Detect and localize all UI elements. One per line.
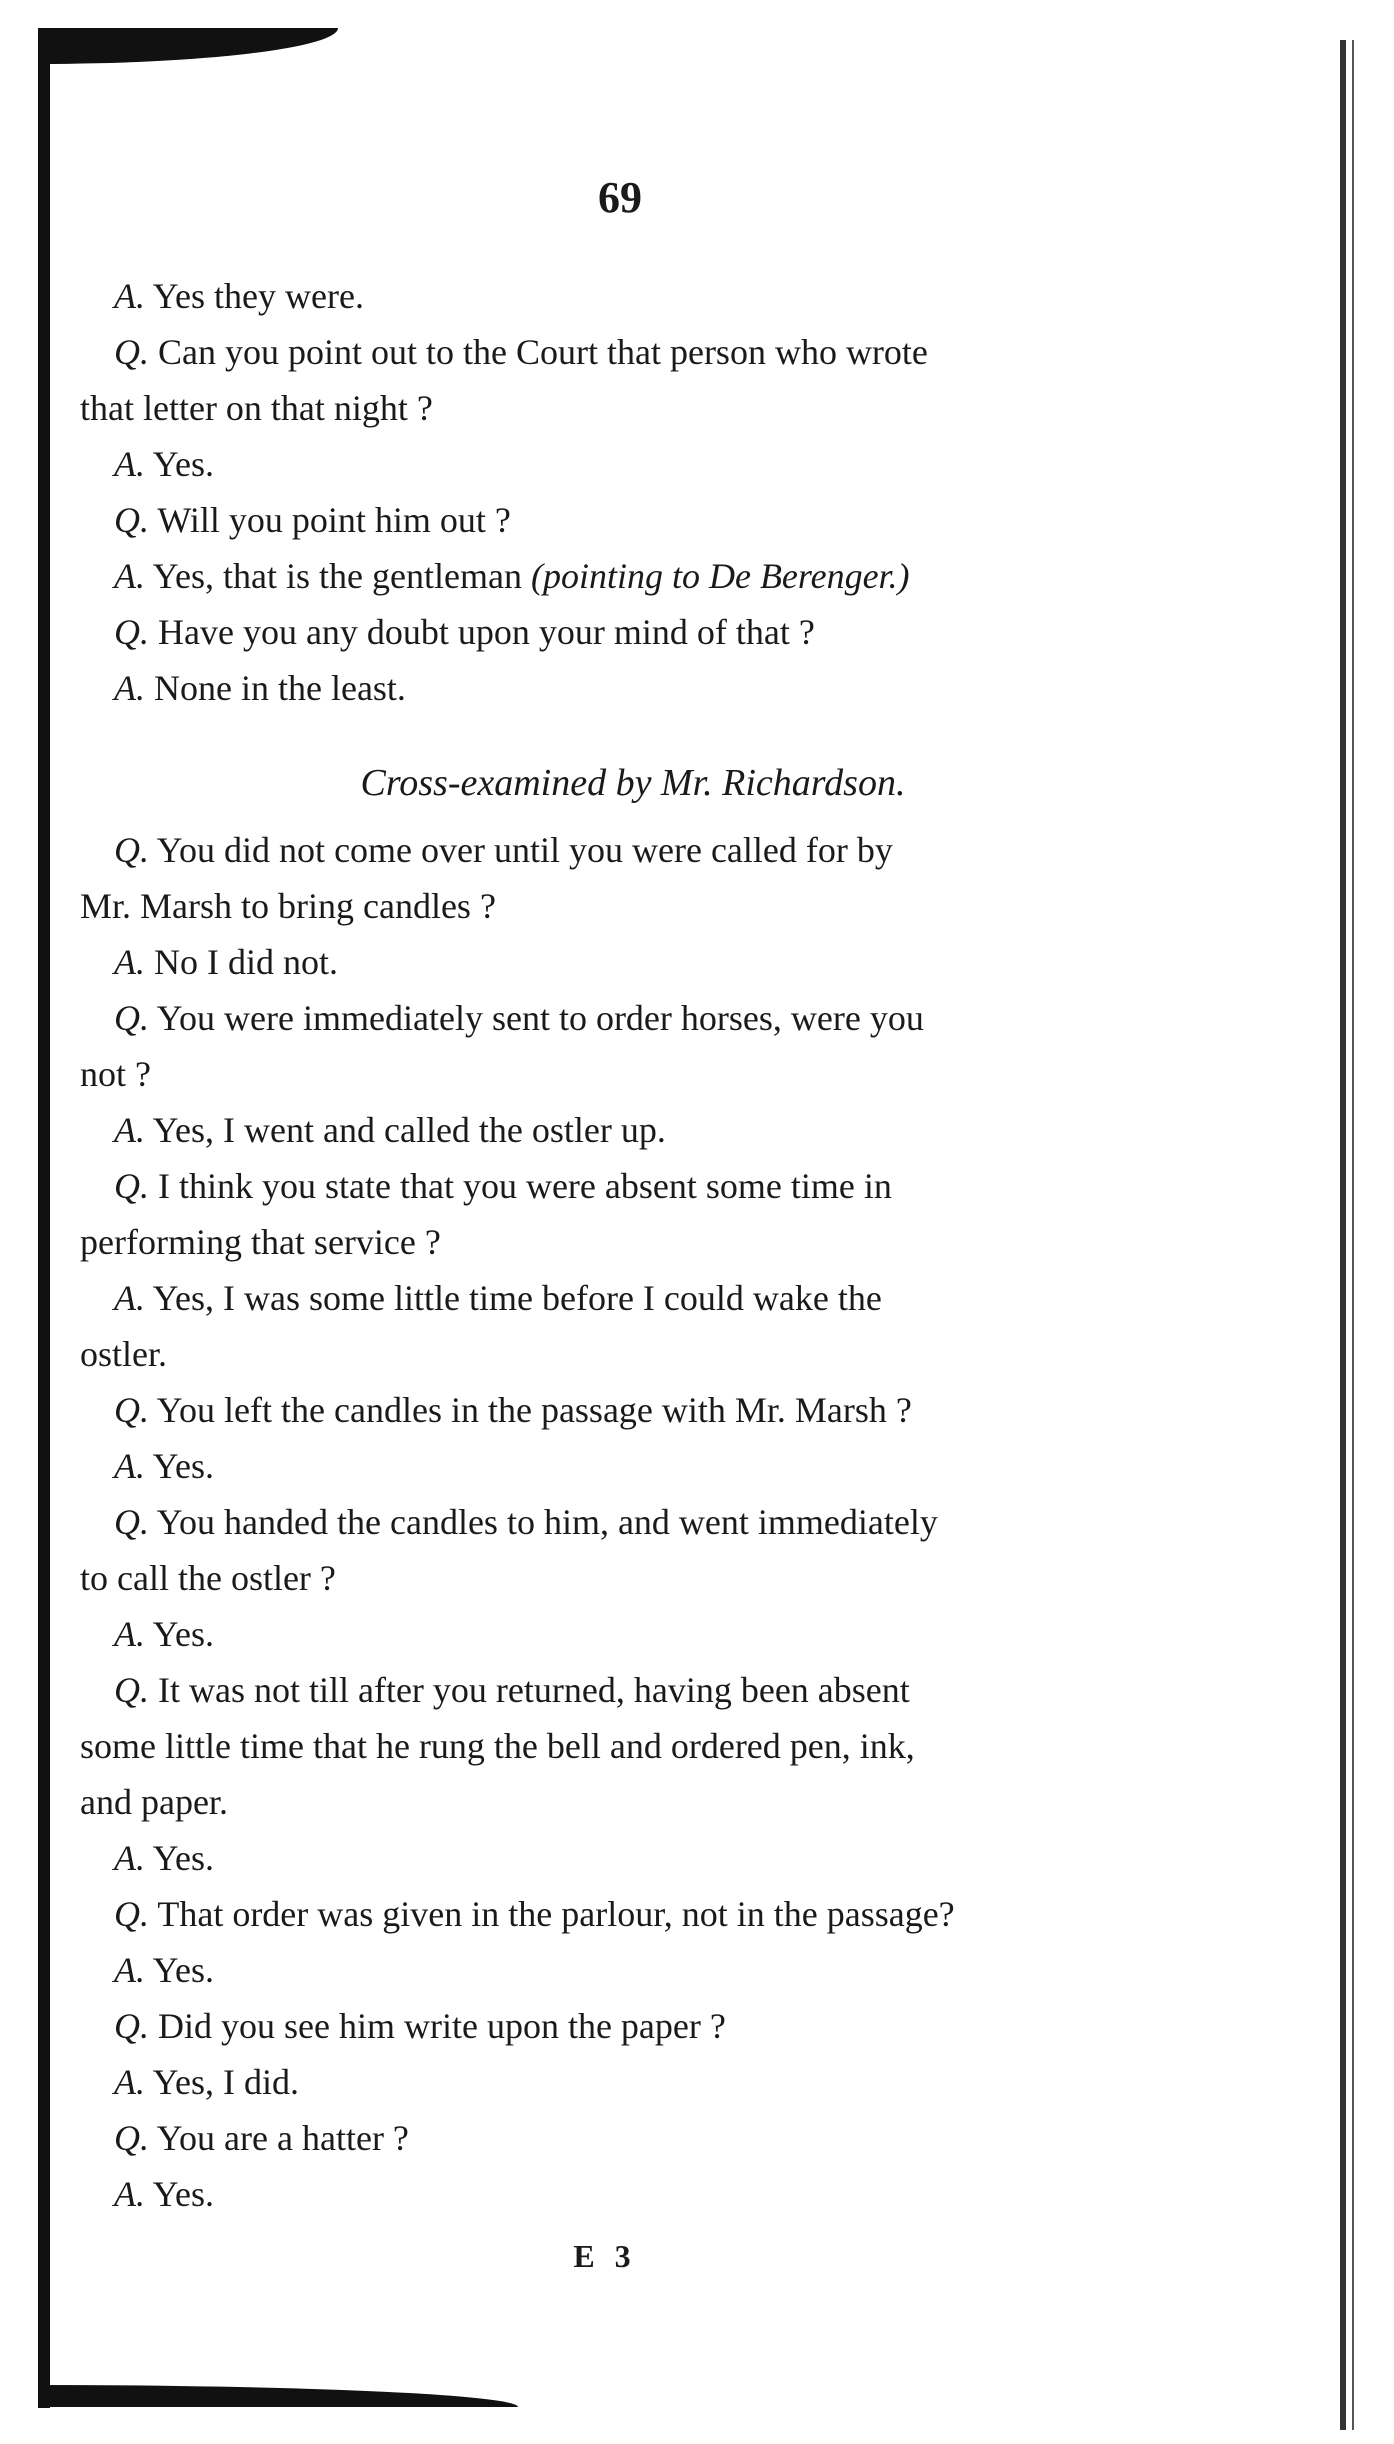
cross-examination	[80, 822, 1146, 2222]
scan-edge-top	[38, 28, 338, 64]
speaker-label: Q.	[114, 1894, 149, 1934]
text-line	[80, 1438, 1146, 1494]
text-line	[80, 2110, 1146, 2166]
line-text: ostler.	[80, 1334, 167, 1374]
speaker-label: A.	[114, 444, 145, 484]
direct-examination	[80, 268, 1146, 716]
line-text: Yes, I was some little time before I could wake the	[145, 1278, 882, 1318]
text-line	[80, 268, 1146, 324]
page-number: 69	[598, 173, 642, 222]
line-text: Yes, that is the gentleman	[145, 556, 531, 596]
text-line	[80, 1774, 1146, 1830]
scan-edge-right-inner	[1352, 40, 1354, 2430]
text-line	[80, 492, 1146, 548]
text-line	[80, 1998, 1146, 2054]
line-text: You were immediately sent to order horses, were you	[149, 998, 924, 1038]
speaker-label: A.	[114, 1278, 145, 1318]
speaker-label: Q.	[114, 2006, 149, 2046]
speaker-label: Q.	[114, 332, 149, 372]
line-text: Have you any doubt upon your mind of that ?	[149, 612, 815, 652]
line-text: Yes, I went and called the ostler up.	[145, 1110, 666, 1150]
testimony-text	[80, 268, 1146, 2222]
line-text: You left the candles in the passage with Mr. Marsh ?	[149, 1390, 912, 1430]
line-text: performing that service ?	[80, 1222, 441, 1262]
text-line	[80, 1270, 1146, 1326]
line-text: Will you point him out ?	[149, 500, 511, 540]
speaker-label: A.	[114, 1446, 145, 1486]
speaker-label: Q.	[114, 612, 149, 652]
text-line	[80, 1830, 1146, 1886]
speaker-label: Q.	[114, 1166, 149, 1206]
text-line	[80, 1942, 1146, 1998]
line-text: That order was given in the parlour, not in the passage?	[149, 1894, 955, 1934]
speaker-label: Q.	[114, 830, 149, 870]
text-line	[80, 822, 1146, 878]
text-line	[80, 1718, 1146, 1774]
stage-direction: (pointing to De Berenger.)	[530, 556, 910, 596]
speaker-label: A.	[114, 1838, 145, 1878]
text-line	[80, 1102, 1146, 1158]
line-text: and paper.	[80, 1782, 228, 1822]
speaker-label: Q.	[114, 1670, 149, 1710]
text-line	[80, 990, 1146, 1046]
speaker-label: A.	[114, 276, 145, 316]
speaker-label: A.	[114, 668, 145, 708]
text-line	[80, 380, 1146, 436]
text-line	[80, 1158, 1146, 1214]
text-line	[80, 1046, 1146, 1102]
text-line	[80, 2166, 1146, 2222]
line-text: some little time that he rung the bell and ordered pen, ink,	[80, 1726, 915, 1766]
line-text: You did not come over until you were called for by	[149, 830, 893, 870]
line-text: Yes.	[145, 1446, 215, 1486]
line-text: to call the ostler ?	[80, 1558, 336, 1598]
speaker-label: A.	[114, 1110, 145, 1150]
line-text: Yes.	[145, 1838, 215, 1878]
speaker-label: A.	[114, 1614, 145, 1654]
line-text: Yes they were.	[145, 276, 364, 316]
line-text: I think you state that you were absent some time in	[149, 1166, 892, 1206]
text-line	[80, 2054, 1146, 2110]
speaker-label: Q.	[114, 2118, 149, 2158]
line-text: Yes.	[145, 444, 215, 484]
line-text: You are a hatter ?	[149, 2118, 409, 2158]
speaker-label: Q.	[114, 998, 149, 1038]
line-text: None in the least.	[145, 668, 406, 708]
line-text: It was not till after you returned, having been absent	[149, 1670, 910, 1710]
scan-edge-right	[1340, 40, 1346, 2430]
section-gap	[80, 716, 1146, 754]
cross-examination-heading: Cross-examined by Mr. Richardson.	[360, 762, 906, 804]
signature-mark: E 3	[573, 2238, 637, 2274]
speaker-label: A.	[114, 2174, 145, 2214]
line-text: Did you see him write upon the paper ?	[149, 2006, 726, 2046]
speaker-label: A.	[114, 2062, 145, 2102]
scan-edge-bottom	[38, 2385, 518, 2407]
line-text: Yes.	[145, 1614, 215, 1654]
speaker-label: A.	[114, 1950, 145, 1990]
text-line	[80, 1886, 1146, 1942]
text-line	[80, 436, 1146, 492]
speaker-label: A.	[114, 942, 145, 982]
line-text: Yes.	[145, 2174, 215, 2214]
speaker-label: A.	[114, 556, 145, 596]
text-line	[80, 1382, 1146, 1438]
text-line	[80, 1606, 1146, 1662]
scan-edge-left	[38, 28, 50, 2408]
line-text: Yes.	[145, 1950, 215, 1990]
text-line	[80, 934, 1146, 990]
line-text: that letter on that night ?	[80, 388, 433, 428]
speaker-label: Q.	[114, 1390, 149, 1430]
line-text: Can you point out to the Court that person who wrote	[149, 332, 928, 372]
text-line	[80, 604, 1146, 660]
text-line	[80, 1326, 1146, 1382]
text-line	[80, 1662, 1146, 1718]
text-line	[80, 548, 1146, 604]
text-line	[80, 1214, 1146, 1270]
text-line	[80, 660, 1146, 716]
line-text: Mr. Marsh to bring candles ?	[80, 886, 496, 926]
text-line	[80, 878, 1146, 934]
text-line	[80, 324, 1146, 380]
text-line	[80, 1550, 1146, 1606]
speaker-label: Q.	[114, 500, 149, 540]
line-text: No I did not.	[145, 942, 338, 982]
line-text: You handed the candles to him, and went immediately	[149, 1502, 938, 1542]
line-text: not ?	[80, 1054, 151, 1094]
line-text: Yes, I did.	[145, 2062, 300, 2102]
speaker-label: Q.	[114, 1502, 149, 1542]
text-line	[80, 1494, 1146, 1550]
